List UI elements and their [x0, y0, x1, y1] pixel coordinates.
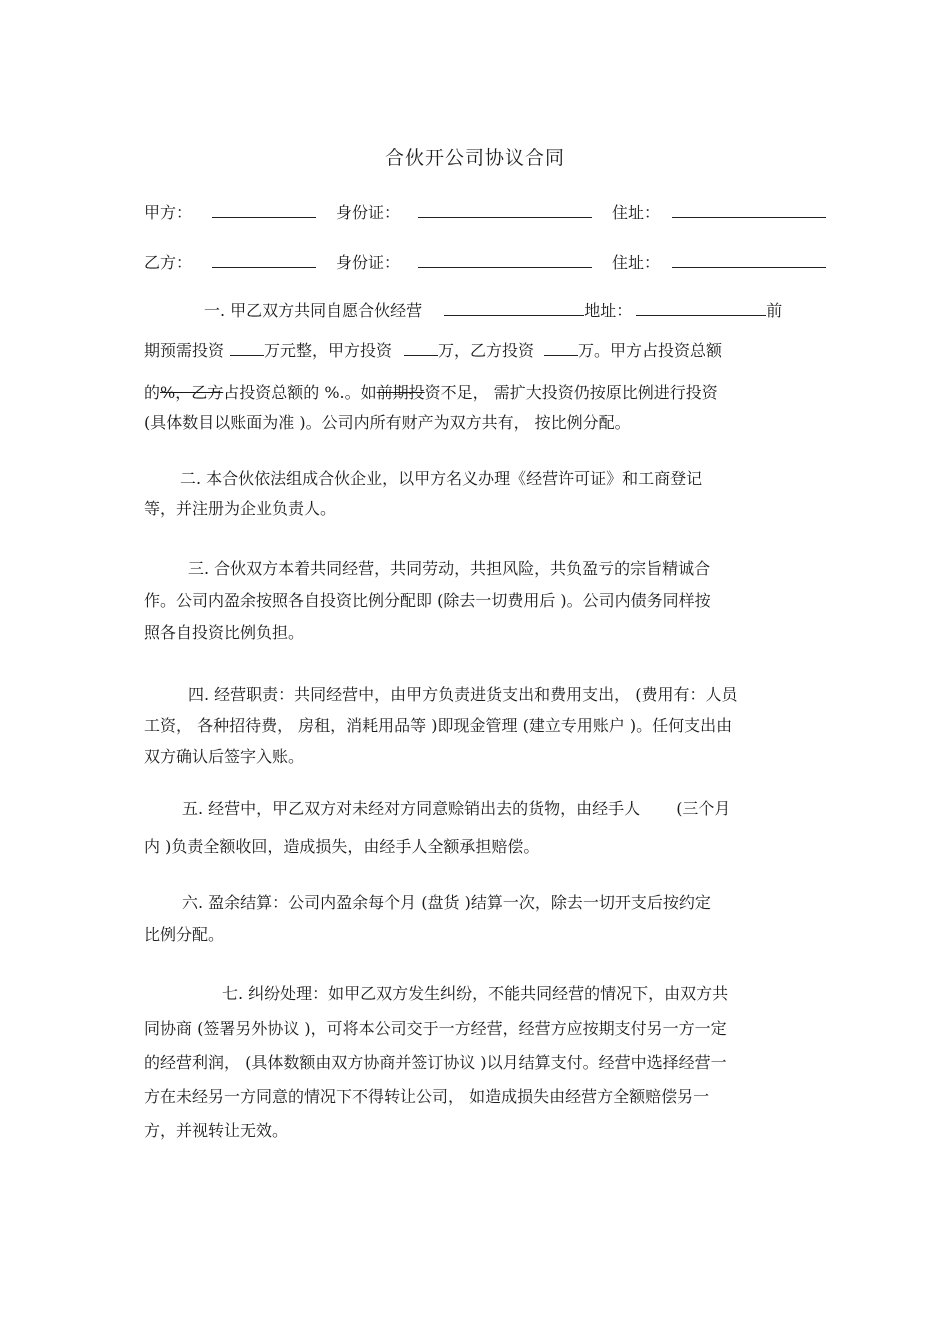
- clause-1-line-2: [144, 340, 722, 362]
- clause-1-struck-text-2: 前期投: [376, 383, 425, 402]
- clause-1-text-c: 前: [766, 301, 783, 320]
- clause-7-line-1: 七. 纠纷处理：如甲乙双方发生纠纷，不能共同经营的情况下，由双方共: [222, 984, 729, 1003]
- party-b-id-blank: [418, 252, 592, 268]
- clause-5-text-b: (三个月: [676, 799, 731, 818]
- clause-3-line-3: 照各自投资比例负担。: [144, 623, 305, 642]
- clause-1-text-2d: 万。甲方占投资总额: [578, 341, 723, 360]
- clause-7-line-5: 方，并视转让无效。: [144, 1121, 289, 1140]
- clause-7-line-3: 的经营利润， (具体数额由双方协商并签订协议 )以月结算支付。经营中选择经营一: [144, 1053, 727, 1072]
- clause-1-line-1: [204, 300, 782, 322]
- party-b-investment-blank: [544, 340, 578, 356]
- party-a-row: [144, 202, 826, 224]
- clause-1-text-3a: 的: [144, 383, 161, 402]
- clause-5-line-1: [182, 798, 730, 820]
- clause-1-text-2b: 万元整，甲方投资: [264, 341, 393, 360]
- total-investment-blank: [230, 340, 264, 356]
- party-a-address-label: 住址：: [612, 203, 661, 222]
- clause-6-line-1: 六. 盈余结算：公司内盈余每个月 (盘货 )结算一次，除去一切开支后按约定: [182, 893, 711, 912]
- party-a-investment-blank: [404, 340, 438, 356]
- clause-7-line-4: 方在未经另一方同意的情况下不得转让公司， 如造成损失由经营方全额赔偿另一: [144, 1087, 710, 1106]
- clause-5-line-2: 内 )负责全额收回，造成损失，由经手人全额承担赔偿。: [144, 837, 540, 856]
- party-b-name-blank: [212, 252, 316, 268]
- clause-4-line-3: 双方确认后签字入账。: [144, 747, 305, 766]
- party-a-address-blank: [672, 202, 826, 218]
- clause-1-struck-text-1: %，乙方: [160, 383, 224, 402]
- clause-3-line-1: 三. 合伙双方本着共同经营，共同劳动，共担风险，共负盈亏的宗旨精诚合: [188, 559, 711, 578]
- party-b-row: [144, 252, 826, 274]
- clause-1-text-2a: 期预需投资: [144, 341, 225, 360]
- clause-1-text-2c: 万，乙方投资: [438, 341, 535, 360]
- party-b-label: 乙方：: [144, 253, 193, 272]
- party-b-address-label: 住址：: [612, 253, 661, 272]
- party-a-id-blank: [418, 202, 592, 218]
- clause-7-line-2: 同协商 (签署另外协议 )，可将本公司交于一方经营，经营方应按期支付另一方一定: [144, 1019, 727, 1038]
- clause-6-line-2: 比例分配。: [144, 925, 225, 944]
- clause-1-text-3e: 资不足， 需扩大投资仍按原比例进行投资: [424, 383, 718, 402]
- clause-1-text-3c: 占投资总额的 %.。如: [223, 383, 377, 402]
- clause-2-line-1: 二. 本合伙依法组成合伙企业，以甲方名义办理《经营许可证》和工商登记: [180, 469, 703, 488]
- clause-5-text-a: 五. 经营中，甲乙双方对未经对方同意赊销出去的货物，由经手人: [182, 799, 641, 818]
- party-a-id-label: 身份证：: [336, 203, 401, 222]
- business-blank: [444, 300, 584, 316]
- clause-3-line-2: 作。公司内盈余按照各自投资比例分配即 (除去一切费用后 )。公司内债务同样按: [144, 591, 711, 610]
- party-b-address-blank: [672, 252, 826, 268]
- clause-1-line-4: (具体数目以账面为准 )。公司内所有财产为双方共有， 按比例分配。: [144, 413, 631, 432]
- party-a-name-blank: [212, 202, 316, 218]
- document-title: 合伙开公司协议合同: [384, 147, 565, 169]
- business-address-blank: [636, 300, 766, 316]
- clause-1-address-label: 地址：: [584, 301, 633, 320]
- party-b-id-label: 身份证：: [336, 253, 401, 272]
- clause-1-text-a: 一. 甲乙双方共同自愿合伙经营: [204, 301, 423, 320]
- clause-2-line-2: 等，并注册为企业负责人。: [144, 499, 337, 518]
- clause-4-line-2: 工资， 各种招待费， 房租，消耗用品等 )即现金管理 (建立专用账户 )。任何支出由: [144, 716, 733, 735]
- party-a-label: 甲方：: [144, 203, 193, 222]
- clause-4-line-1: 四. 经营职责：共同经营中，由甲方负责进货支出和费用支出， (费用有：人员: [188, 685, 738, 704]
- clause-1-line-3: [144, 382, 718, 404]
